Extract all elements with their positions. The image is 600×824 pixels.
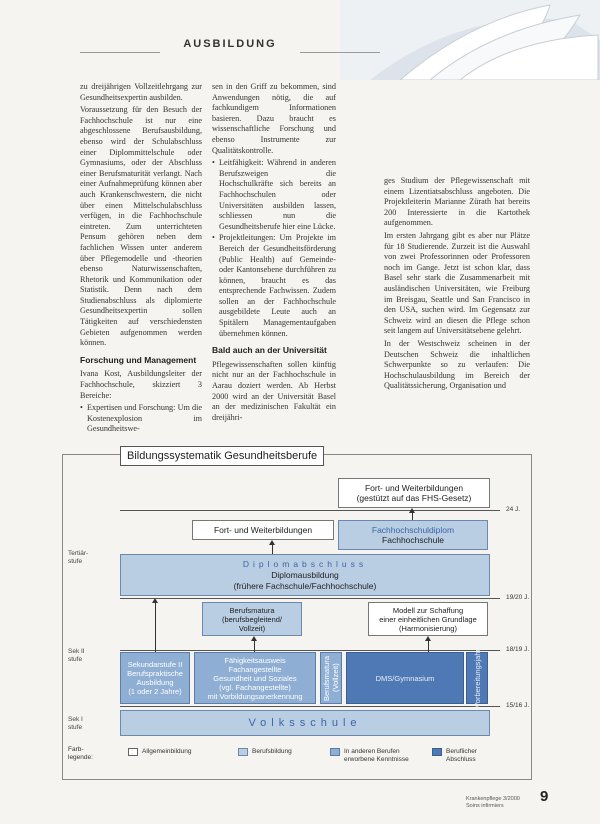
text-column-1	[80, 82, 202, 436]
legend-label: Allgemeinbildung	[142, 748, 192, 755]
paragraph: ges Studium der Pflegewissenschaft mit einem Lizentiatsabschluss angeboten. Die Projektleiterin Marianne Zürath hat bereits 200 Interessierte in die Kartothek aufgenommen.	[384, 176, 530, 228]
book-photo	[340, 0, 600, 80]
bullet-item: • Expertisen und Forschung: Um die Kostenexplosion im Gesundheitswe-	[80, 403, 202, 435]
age-label: 24 J.	[506, 506, 521, 513]
age-line	[120, 510, 500, 511]
age-line	[120, 650, 500, 651]
arrow-up-icon	[251, 636, 257, 641]
diagram-title: Bildungssystematik Gesundheitsberufe	[120, 446, 324, 466]
legend-title: Farb- legende:	[68, 746, 93, 761]
subheading: Forschung und Management	[80, 354, 197, 365]
bullet-list	[80, 403, 202, 435]
section-title: AUSBILDUNG	[183, 38, 277, 50]
legend-swatch-degree	[432, 748, 442, 756]
box-vorbereitungsjahr: Vorbereitungsjahr	[466, 652, 488, 704]
header-rule-right	[300, 52, 380, 53]
text-column-2	[212, 82, 336, 425]
arrow-up-icon	[269, 540, 275, 545]
box-berufsmatura-vertical: Berufsmatura (Vollzeit)	[320, 652, 342, 704]
bullet-list	[212, 158, 336, 339]
paragraph: Ivana Kost, Ausbildungsleiter der Fachhochschule, skizziert 3 Bereiche:	[80, 369, 202, 400]
level-label-sek2: Sek II stufe	[68, 648, 85, 663]
bullet-item: • Projektleitungen: Um Projekte im Bereich der Gesundheitsförderung (Public Health) auf Gemeinde- oder Kantonsebene durchführen zu können, braucht es das entsprechende Fachwissen. Zudem sollen an der Fachhochschule ausgebildete Leute auch an Spitälern Managementaufgaben übernehmen können.	[212, 233, 336, 339]
paragraph: Im ersten Jahrgang gibt es aber nur Plätze für 18 Studierende. Zurzeit ist die Auswahl von zwei Professorinnen oder Professoren noch im Gange. Jetzt ist schon klar, dass Basel sehr stark die Zusammenarbeit mit ausländischen Universitäten, wie Freiburg im Breisgau, Seattle und San Francisco in den USA, suchen wird. Im Gegensatz zur Schweiz wird an diesen die Pflege schon seit langem auf Universitätsebene gelehrt.	[384, 230, 530, 336]
subheading: Bald auch an der Universität	[212, 345, 327, 356]
box-modell: Modell zur Schaffung einer einheitlichen Grundlage (Harmonisierung)	[368, 602, 488, 636]
page-number: 9	[540, 788, 549, 805]
text-column-3	[384, 176, 530, 394]
legend-label: Beruflicher Abschluss	[446, 748, 478, 763]
connector	[155, 602, 156, 652]
level-label-sek1: Sek I stufe	[68, 716, 83, 731]
header-rule-left	[80, 52, 160, 53]
legend-swatch-vocational	[238, 748, 248, 756]
arrow-up-icon	[152, 598, 158, 603]
box-fort-fhs: Fort- und Weiterbildungen (gestützt auf das FHS-Gesetz)	[338, 478, 490, 508]
age-label: 15/16 J.	[506, 702, 530, 709]
legend-swatch-other	[330, 748, 340, 756]
paragraph: zu dreijährigen Vollzeitlehrgang zur Gesundheitsexpertin ausbilden.	[80, 82, 202, 102]
age-line	[120, 598, 500, 599]
box-fachhochschule: Fachhochschuldiplom Fachhochschule	[338, 520, 488, 550]
paragraph: In der Westschweiz scheinen in der Deutschen Schweiz die inhaltlichen Schwerpunkte so zu verlaufen: Die Hochschulausbildung im Bereich der Qualitätssicherung, Organisation und	[384, 338, 530, 391]
box-diplom: Diplomabschluss Diplomausbildung (frühere Fachschule/Fachhochschule)	[120, 554, 490, 596]
box-faehigkeitsausweis: Fähigkeitsausweis Fachangestellte Gesundheit und Soziales (vgl. Fachangestellte) mit Vorbildungsanerkennung	[194, 652, 316, 704]
age-label: 18/19 J.	[506, 646, 530, 653]
legend-label: Berufsbildung	[252, 748, 292, 755]
bullet-item: • Leitfähigkeit: Während in anderen Berufszweigen die Hochschulkräfte sich bereits an Fachhochschulen oder Universitäten ausbilden lassen, schliessen nun die Gesundheitsberufe hier eine Lücke.	[212, 158, 336, 232]
box-berufspraktisch: Sekundarstufe II Berufspraktische Ausbildung (1 oder 2 Jahre)	[120, 652, 190, 704]
box-volksschule: Volksschule	[120, 710, 490, 736]
legend-swatch-general	[128, 748, 138, 756]
paragraph: Pflegewissenschaften sollen künftig nicht nur an der Fachhochschule in Aarau doziert werden. Ab Herbst 2000 wird an der Universität Basel an der medizinischen Fakultät ein dreijähri-	[212, 359, 336, 422]
legend-label: In anderen Berufen erworbene Kenntnisse	[344, 748, 409, 763]
arrow-up-icon	[425, 636, 431, 641]
box-berufsmatura: Berufsmatura (berufsbegleitend/ Vollzeit)	[202, 602, 302, 636]
level-label-tertiary: Tertiär- stufe	[68, 550, 89, 565]
paragraph: sen in den Griff zu bekommen, sind Anwendungen nötig, die auf fachkundigem Informationen basieren. Dazu braucht es wissenschaftliche Forschung und ebenso Instrumente zur Qualitätskontrolle.	[212, 82, 336, 155]
age-line	[120, 706, 500, 707]
box-dms-gymnasium: DMS/Gymnasium	[346, 652, 464, 704]
box-fort: Fort- und Weiterbildungen	[192, 520, 334, 540]
paragraph: Voraussetzung für den Besuch der Fachhochschule ist nur eine abgeschlossene Berufsausbildung, ebenso wird der Schulabschluss einer Diplommittelschule oder Gymnasiums, oder der Abschluss einer Berufsmaturität verlangt. Nach einer Aufnahmeprüfung können aber auch Krankenschwestern, die nicht über einen Mittelschulabschluss verfügen, in die Fachhochschule eintreten. Zum unterrichteten Pensum gehören neben dem fachlichen Wissen unter anderem über Pflegemodelle und -theorien ebenso Naturwissenschaften, Rhetorik und Kommunikation oder Statistik. Denn nach dem Studienabschluss als diplomierte Gesundheitsexpertin sollen Tätigkeiten auf verschiedensten Gebieten aufgenommen werden können.	[80, 105, 202, 348]
footer-publication: Krankenpflege 3/2000 Soins infirmiers	[466, 796, 520, 809]
age-label: 19/20 J.	[506, 594, 530, 601]
arrow-up-icon	[409, 508, 415, 513]
education-system-diagram	[62, 442, 532, 780]
